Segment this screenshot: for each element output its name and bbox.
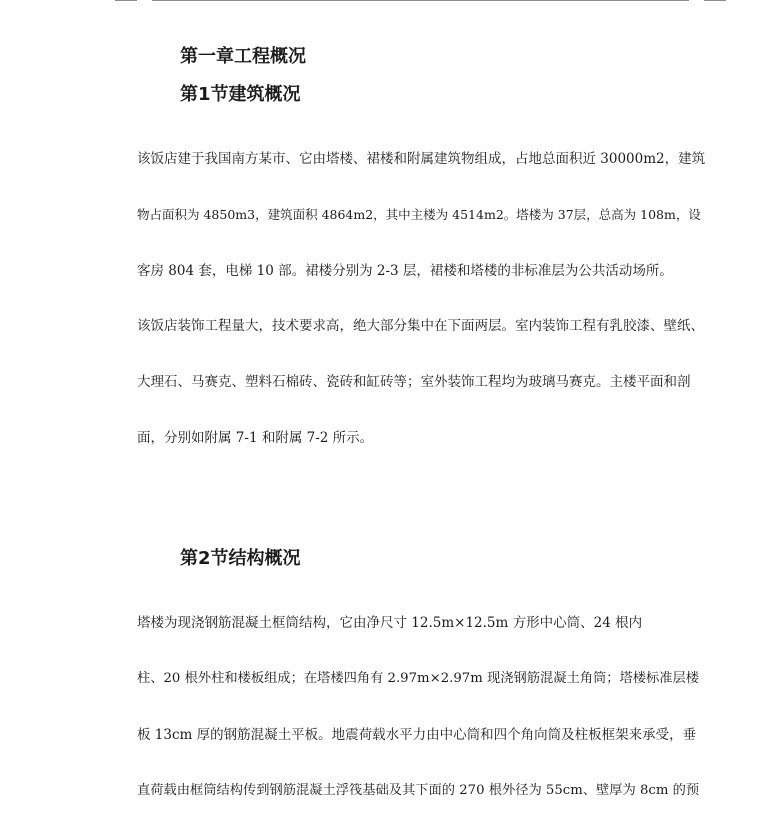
section-1-line: 物占面积为 4850m3，建筑面积 4864m2，其中主楼为 4514m2。塔楼为 37层，总高为 108m，设 xyxy=(137,207,701,222)
top-rule-center xyxy=(152,0,689,1)
section-1-line: 该饭店建于我国南方某市、它由塔楼、裙楼和附属建筑物组成，占地总面积近 30000m2，建筑 xyxy=(137,151,706,167)
section-2-line: 板 13cm 厚的钢筋混凝土平板。地震荷载水平力由中心筒和四个角向筒及柱板框架来承受，垂 xyxy=(137,727,697,743)
section-1-line: 大理石、马赛克、塑料石棉砖、瓷砖和缸砖等；室外装饰工程均为玻璃马赛克。主楼平面和剖 xyxy=(137,374,691,390)
section-2-line: 塔楼为现浇钢筋混凝土框筒结构，它由净尺寸 12.5m×12.5m 方形中心筒、24 根内 xyxy=(137,615,643,631)
top-rule-right xyxy=(704,0,726,1)
section-1-line: 面，分别如附属 7-1 和附属 7-2 所示。 xyxy=(137,430,374,446)
section-2-title: 第2节结构概况 xyxy=(180,548,301,569)
chapter-title: 第一章工程概况 xyxy=(180,46,306,67)
section-1-title: 第1节建筑概况 xyxy=(180,84,301,105)
top-rule-left xyxy=(115,0,137,1)
section-2-line: 柱、20 根外柱和楼板组成；在塔楼四角有 2.97m×2.97m 现浇钢筋混凝土角筒；塔楼标准层楼 xyxy=(137,671,699,686)
section-1-line: 客房 804 套，电梯 10 部。裙楼分别为 2-3 层，裙楼和塔楼的非标准层为公共活动场所。 xyxy=(137,263,673,279)
section-1-line: 该饭店装饰工程量大，技术要求高，绝大部分集中在下面两层。室内装饰工程有乳胶漆、壁纸、 xyxy=(137,318,704,334)
section-2-line: 直荷载由框筒结构传到钢筋混凝土浮筏基础及其下面的 270 根外径为 55cm、壁厚为 8cm 的预 xyxy=(137,783,700,798)
